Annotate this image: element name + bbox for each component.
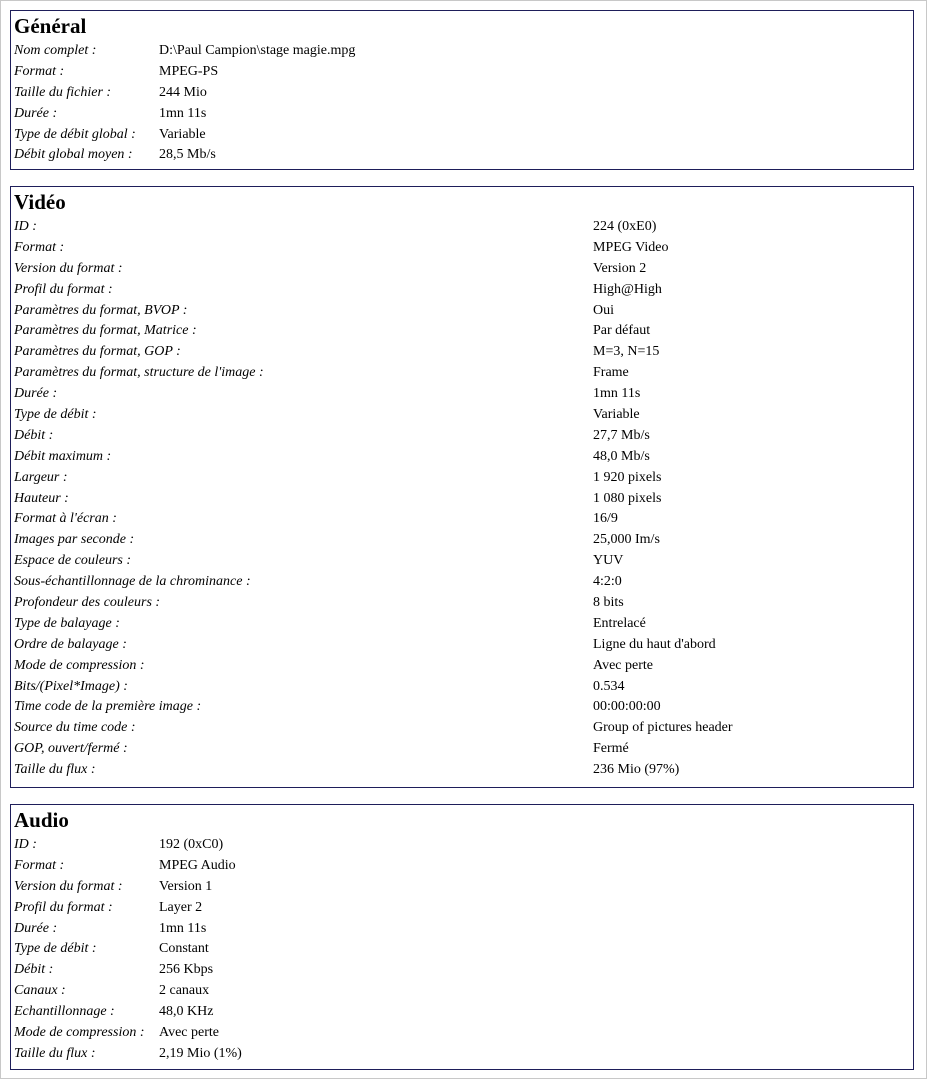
video-row-label: Débit : [14,427,54,443]
video-row-value: 16/9 [593,511,618,527]
video-row-label: Paramètres du format, structure de l'image : [14,365,264,381]
video-row-value: 236 Mio (97%) [593,762,680,778]
audio-row-value: Avec perte [159,1025,219,1041]
video-row-value: Oui [593,302,614,318]
general-row-label: Durée : [14,105,58,121]
video-info-row [14,468,910,489]
video-info-row [14,489,910,510]
audio-row-label: Durée : [14,920,58,936]
section-general [10,10,914,170]
video-info-row [14,572,910,593]
video-rows [14,217,910,781]
video-info-row [14,280,910,301]
video-info-row [14,656,910,677]
section-video [10,186,914,788]
video-row-label: Durée : [14,386,58,402]
audio-row-value: Version 1 [159,878,213,894]
video-row-value: 224 (0xE0) [593,219,657,234]
audio-info-row [14,939,910,960]
video-row-label: Format : [14,239,65,255]
general-info-row [14,41,910,62]
audio-row-value: Constant [159,941,209,957]
video-info-row [14,677,910,698]
audio-row-label: Version du format : [14,878,123,894]
general-row-value: 1mn 11s [159,105,207,121]
video-info-row [14,697,910,718]
video-row-label: Paramètres du format, Matrice : [14,323,197,339]
video-info-row [14,551,910,572]
audio-row-value: MPEG Audio [159,857,236,873]
video-row-value: 00:00:00:00 [593,699,661,715]
general-row-value: 244 Mio [159,84,207,100]
section-title-audio: Audio [14,808,69,832]
video-row-value: High@High [593,281,662,297]
general-info-row [14,104,910,125]
video-info-row [14,509,910,530]
general-row-label: Type de débit global : [14,126,136,142]
audio-row-value: 48,0 KHz [159,1004,214,1020]
video-row-label: Paramètres du format, BVOP : [14,302,188,318]
video-info-row [14,447,910,468]
video-row-label: Version du format : [14,260,123,276]
section-title-general: Général [14,14,87,38]
video-row-value: Variable [593,407,640,423]
video-row-label: ID : [14,219,37,234]
video-row-value: 0.534 [593,678,625,694]
video-info-row [14,321,910,342]
general-info-row [14,125,910,146]
audio-info-row [14,835,910,856]
video-row-label: Hauteur : [14,490,69,506]
video-row-label: Bits/(Pixel*Image) : [14,678,128,694]
audio-row-label: Echantillonnage : [14,1004,115,1020]
video-row-value: 1 080 pixels [593,490,662,506]
video-info-row [14,760,910,781]
general-info-row [14,83,910,104]
audio-row-value: 1mn 11s [159,920,207,936]
general-row-label: Format : [14,63,65,79]
audio-row-value: 256 Kbps [159,962,214,978]
audio-info-row [14,960,910,981]
audio-row-label: Taille du flux : [14,1045,96,1061]
video-info-row [14,238,910,259]
audio-info-row [14,981,910,1002]
audio-row-value: Layer 2 [159,899,203,915]
video-row-label: Taille du flux : [14,762,96,778]
video-row-value: YUV [593,553,624,569]
video-row-value: MPEG Video [593,239,669,255]
general-row-label: Débit global moyen : [14,147,133,163]
video-info-row [14,259,910,280]
video-info-row [14,342,910,363]
video-row-label: Format à l'écran : [14,511,117,527]
video-info-row [14,301,910,322]
general-info-row [14,62,910,83]
audio-row-value: 2,19 Mio (1%) [159,1045,242,1061]
general-row-value: MPEG-PS [159,63,219,79]
video-info-row [14,614,910,635]
video-row-label: Mode de compression : [14,657,145,673]
video-row-value: 1mn 11s [593,386,641,402]
video-row-value: Avec perte [593,657,653,673]
video-row-label: Profil du format : [14,281,113,297]
video-row-value: Frame [593,365,629,381]
audio-info-row [14,919,910,940]
video-info-row [14,363,910,384]
video-row-value: 48,0 Mb/s [593,448,650,464]
general-row-value: D:\Paul Campion\stage magie.mpg [159,43,356,58]
video-row-label: Type de débit : [14,407,97,423]
video-row-value: Entrelacé [593,615,646,631]
video-info-row [14,426,910,447]
general-row-label: Taille du fichier : [14,84,112,100]
video-row-value: Ligne du haut d'abord [593,636,716,652]
video-info-row [14,384,910,405]
video-row-label: Images par seconde : [14,532,135,548]
audio-info-row [14,1023,910,1044]
video-row-label: GOP, ouvert/fermé : [14,741,128,757]
video-info-row [14,635,910,656]
video-row-value: M=3, N=15 [593,344,660,360]
general-row-label: Nom complet : [14,43,97,58]
video-row-value: 25,000 Im/s [593,532,660,548]
audio-row-label: Mode de compression : [14,1025,145,1041]
audio-info-row [14,1044,910,1065]
section-audio [10,804,914,1070]
audio-info-row [14,856,910,877]
video-row-label: Type de balayage : [14,615,120,631]
audio-row-label: Débit : [14,962,54,978]
general-row-value: Variable [159,126,206,142]
video-info-row [14,405,910,426]
video-row-value: 8 bits [593,595,624,611]
general-rows [14,41,910,166]
audio-info-row [14,877,910,898]
audio-row-label: Format : [14,857,65,873]
video-row-label: Débit maximum : [14,448,112,464]
video-row-value: Par défaut [593,323,651,339]
general-row-value: 28,5 Mb/s [159,147,216,163]
video-info-row [14,593,910,614]
audio-row-label: Type de débit : [14,941,97,957]
audio-row-label: Canaux : [14,983,66,999]
audio-info-row [14,1002,910,1023]
audio-row-label: ID : [14,837,37,852]
video-row-value: Group of pictures header [593,720,733,736]
video-row-value: 27,7 Mb/s [593,427,650,443]
video-info-row [14,718,910,739]
audio-row-value: 192 (0xC0) [159,837,224,852]
video-row-label: Profondeur des couleurs : [14,595,161,611]
video-row-value: 4:2:0 [593,574,622,590]
video-row-label: Sous-échantillonnage de la chrominance : [14,574,251,590]
general-info-row [14,145,910,166]
audio-row-value: 2 canaux [159,983,210,999]
video-row-value: Fermé [593,741,629,757]
audio-row-label: Profil du format : [14,899,113,915]
video-row-value: Version 2 [593,260,647,276]
video-info-row [14,739,910,760]
video-row-label: Paramètres du format, GOP : [14,344,181,360]
video-row-label: Source du time code : [14,720,136,736]
video-info-row [14,217,910,238]
video-row-label: Ordre de balayage : [14,636,127,652]
video-row-label: Largeur : [14,469,68,485]
audio-rows [14,835,910,1065]
video-row-label: Time code de la première image : [14,699,202,715]
video-info-row [14,530,910,551]
audio-info-row [14,898,910,919]
video-row-value: 1 920 pixels [593,469,662,485]
section-title-video: Vidéo [14,190,66,214]
video-row-label: Espace de couleurs : [14,553,132,569]
